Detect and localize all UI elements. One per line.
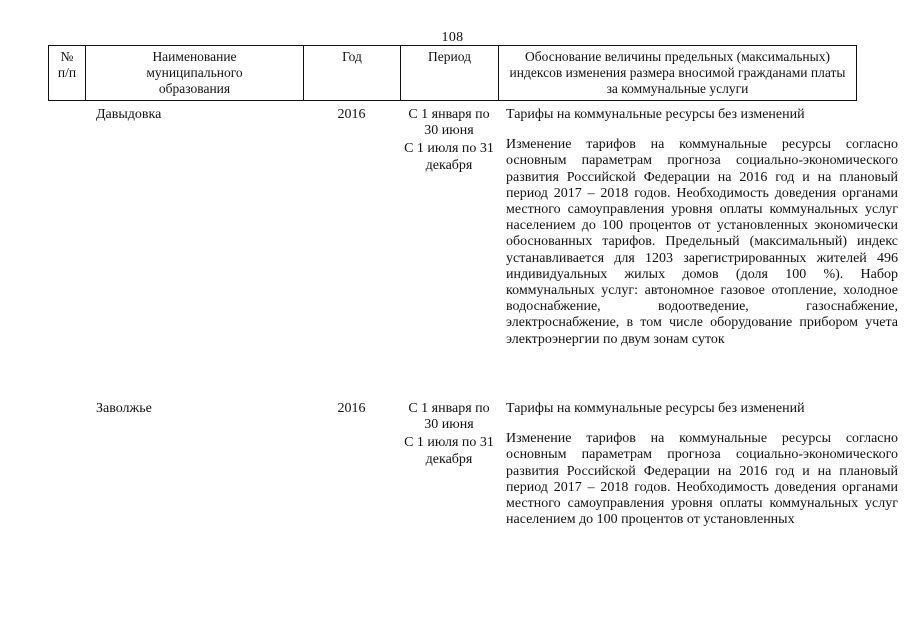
period-first-half: С 1 января по 30 июня bbox=[408, 107, 490, 139]
page-number: 108 bbox=[441, 30, 464, 45]
header-municipality-line: образования bbox=[158, 81, 231, 96]
header-year-label: Год bbox=[342, 49, 362, 64]
header-municipality bbox=[86, 46, 304, 100]
basis-second-half: Изменение тарифов на коммунальные ресурсы согласно основным параметрам прогноза социально-экономического развития Российской Федерации на 2016 год и на плановый период 2017 – 2018 годов. Необходимость доведения органами местного самоуправления уровня оплаты коммунальных услуг населением до 100 процентов от установленных bbox=[506, 431, 898, 528]
header-num-line: № bbox=[60, 49, 74, 64]
header-num-line: п/п bbox=[57, 65, 77, 80]
basis-cell bbox=[506, 107, 898, 348]
basis-first-half: Тарифы на коммунальные ресурсы без изменений bbox=[506, 401, 805, 416]
period-first-half: С 1 января по 30 июня bbox=[408, 401, 490, 433]
period-cell bbox=[400, 107, 498, 174]
period-cell bbox=[400, 401, 498, 468]
header-basis-line: индексов изменения размера вносимой гражданами платы bbox=[509, 65, 846, 80]
basis-first-half: Тарифы на коммунальные ресурсы без изменений bbox=[506, 107, 805, 122]
table-header bbox=[48, 45, 857, 101]
municipality-name: Давыдовка bbox=[96, 107, 162, 122]
header-basis-line: Обоснование величины предельных (максимальных) bbox=[525, 49, 830, 64]
year-value: 2016 bbox=[337, 107, 366, 122]
header-period-label: Период bbox=[428, 49, 471, 64]
period-second-half: С 1 июля по 31 декабря bbox=[404, 141, 494, 173]
header-municipality-line: муниципального bbox=[146, 65, 243, 80]
year-value: 2016 bbox=[337, 401, 366, 416]
header-period bbox=[401, 46, 499, 100]
header-basis-line: за коммунальные услуги bbox=[606, 81, 749, 96]
period-second-half: С 1 июля по 31 декабря bbox=[404, 435, 494, 467]
header-num bbox=[49, 46, 86, 100]
header-basis bbox=[499, 46, 857, 100]
header-municipality-line: Наименование bbox=[152, 49, 237, 64]
basis-second-half: Изменение тарифов на коммунальные ресурсы согласно основным параметрам прогноза социально-экономического развития Российской Федерации на 2016 год и на плановый период 2017 – 2018 годов. Необходимость доведения органами местного самоуправления уровня оплаты коммунальных услуг населением до 100 процентов от установленных экономически обоснованных тарифов. Предельный (максимальный) индекс устанавливается для 1203 зарегистрированных жителей 496 индивидуальных жилых домов (доля 100 %). Набор коммунальных услуг: автономное газовое отопление, холодное водоснабжение, водоотведение, газоснабжение, электроснабжение, в том числе оборудование прибором учета электроэнергии по двум зонам суток bbox=[506, 137, 898, 347]
municipality-name: Заволжье bbox=[96, 401, 152, 416]
header-year bbox=[304, 46, 401, 100]
basis-cell bbox=[506, 401, 898, 528]
